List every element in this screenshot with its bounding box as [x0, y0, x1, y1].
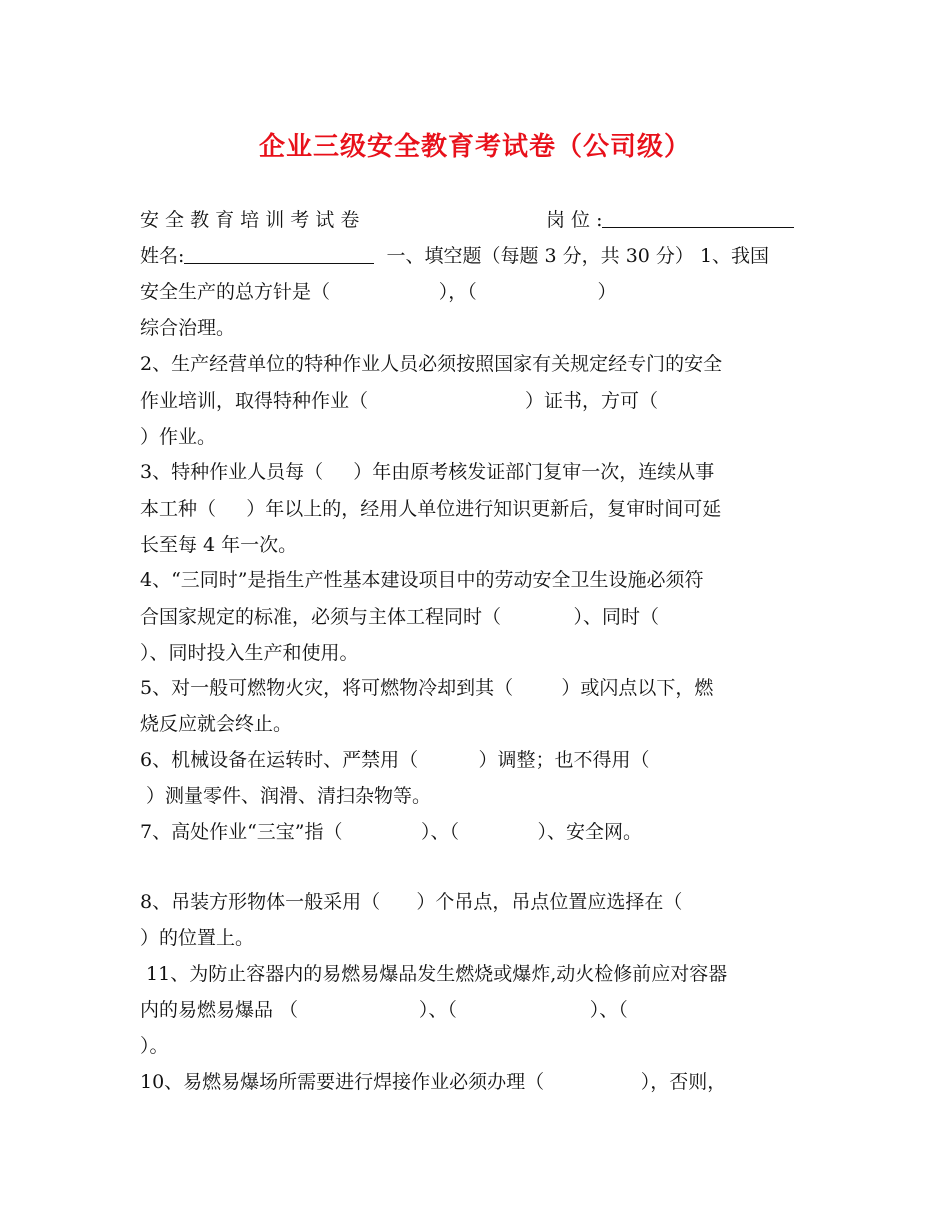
post-blank: [602, 211, 794, 228]
question-line: ）。: [140, 1035, 169, 1057]
question-line: 8、吊装方形物体一般采用（ ）个吊点，吊点位置应选择在（: [140, 891, 683, 913]
question-line: 内的易燃易爆品 （ ）、（ ）、（: [140, 999, 628, 1021]
post-label: [546, 208, 794, 232]
name-line: [140, 244, 769, 268]
question-line: 烧反应就会终止。: [140, 713, 293, 735]
question-line: 安全生产的总方针是（ ），（ ）: [140, 281, 617, 303]
question-line: 合国家规定的标准，必须与主体工程同时（ ）、同时（: [140, 606, 659, 628]
section-heading: 一、填空题（每题 3 分，共 30 分） 1、我国: [386, 245, 770, 267]
question-line: ）测量零件、润滑、清扫杂物等。: [140, 785, 432, 807]
question-line: 4、“三同时”是指生产性基本建设项目中的劳动安全卫生设施必须符: [140, 569, 704, 591]
exam-header-label: 安 全 教 育 培 训 考 试 卷: [140, 209, 360, 231]
question-line: ）作业。: [140, 426, 217, 448]
question-line: 长至每 4 年一次。: [140, 534, 298, 556]
question-line: 10、易燃易爆场所需要进行焊接作业必须办理（ ），否则，: [140, 1071, 727, 1093]
question-line: 2、生产经营单位的特种作业人员必须按照国家有关规定经专门的安全: [140, 353, 723, 375]
question-line: 7、高处作业“三宝”指（ ）、（ ）、安全网。: [140, 821, 643, 843]
question-line: 3、特种作业人员每（ ）年由原考核发证部门复审一次，连续从事: [140, 461, 715, 483]
question-line: 本工种（ ）年以上的，经用人单位进行知识更新后，复审时间可延: [140, 498, 722, 520]
question-line: 11、为防止容器内的易燃易爆品发生燃烧或爆炸,动火检修前应对容器: [140, 963, 728, 985]
question-line: 作业培训，取得特种作业（ ）证书，方可（: [140, 390, 659, 412]
question-line: ）、同时投入生产和使用。: [140, 642, 359, 664]
name-label: 姓名:: [140, 245, 185, 267]
post-label-text: 岗 位 :: [546, 209, 603, 231]
question-line: 6、机械设备在运转时、严禁用（ ）调整；也不得用（: [140, 749, 650, 771]
question-line: ）的位置上。: [140, 927, 255, 949]
question-line: 5、对一般可燃物火灾，将可燃物冷却到其（ ）或闪点以下，燃: [140, 677, 714, 699]
name-blank: [184, 247, 374, 264]
question-line: 综合治理。: [140, 317, 236, 339]
exam-title: 企业三级安全教育考试卷（公司级）: [258, 132, 691, 162]
